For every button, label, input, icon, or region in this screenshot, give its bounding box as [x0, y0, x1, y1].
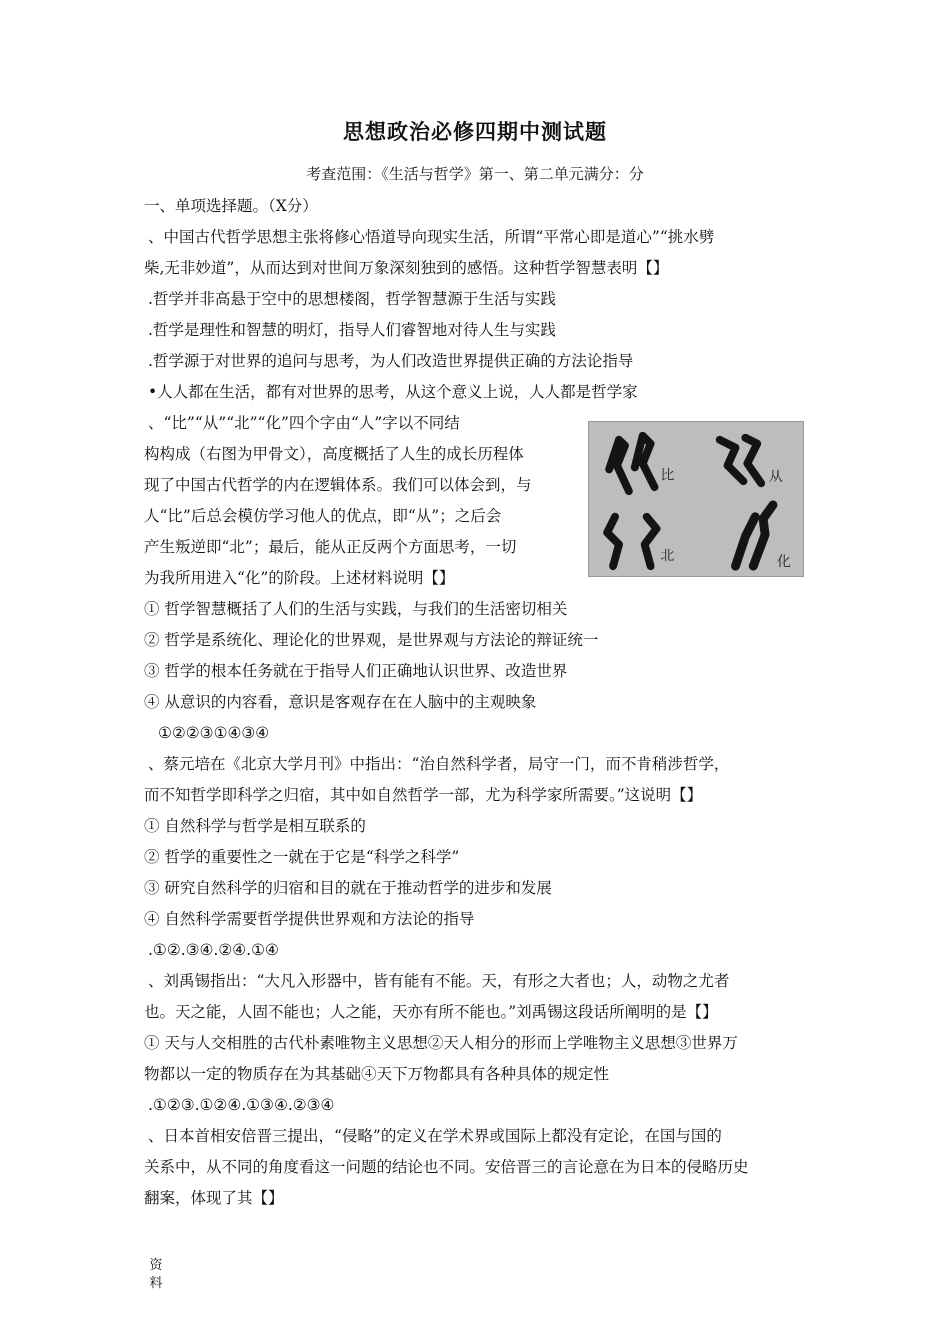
question-5-line-2: 关系中，从不同的角度看这一问题的结论也不同。安倍晋三的言论意在为日本的侵略历史 — [144, 1158, 749, 1176]
section-heading: 一、单项选择题。（X分） — [144, 197, 318, 215]
question-2-line-3: 现了中国古代哲学的内在逻辑体系。我们可以体会到，与 — [144, 476, 532, 494]
question-2-line-2: 构构成（右图为甲骨文），高度概括了人生的成长历程体 — [144, 445, 524, 463]
question-2-item-3: ③ 哲学的根本任务就在于指导人们正确地认识世界、改造世界 — [144, 662, 568, 680]
question-5-line-3: 翻案，体现了其【】 — [144, 1189, 284, 1207]
question-5-line-1: 、日本首相安倍晋三提出，“侵略”的定义在学术界或国际上都没有定论，在国与国的 — [148, 1127, 722, 1145]
footer-char-2: 料 — [149, 1276, 163, 1291]
question-2-item-4: ④ 从意识的内容看，意识是客观存在在人脑中的主观映象 — [144, 693, 537, 711]
question-1-line-1: 、中国古代哲学思想主张将修心悟道导向现实生活，所谓“平常心即是道心”“挑水劈 — [148, 228, 715, 246]
question-3-choices: .①②.③④.②④.①④ — [148, 941, 279, 959]
question-2-line-5: 产生叛逆即“北”；最后，能从正反两个方面思考，一切 — [144, 538, 517, 556]
question-1-line-2: 柴,无非妙道”，从而达到对世间万象深刻独到的感悟。这种哲学智慧表明【】 — [144, 259, 669, 277]
question-2-item-2: ② 哲学是系统化、理论化的世界观，是世界观与方法论的辩证统一 — [144, 631, 599, 649]
question-1-option-d: •人人都在生活，都有对世界的思考，从这个意义上说，人人都是哲学家 — [148, 383, 638, 401]
question-4-line-3: ① 天与人交相胜的古代朴素唯物主义思想②天人相分的形而上学唯物主义思想③世界万 — [144, 1034, 738, 1052]
label-bi: 比 — [660, 467, 675, 484]
page-footer — [148, 1257, 164, 1293]
question-4-line-1: 、刘禹锡指出：“大凡入形器中，皆有能有不能。天，有形之大者也；人，动物之尤者 — [148, 972, 730, 990]
exam-scope: 考查范围：《生活与哲学》第一、第二单元满分：分 — [306, 165, 644, 183]
question-1-option-c: .哲学源于对世界的追问与思考，为人们改造世界提供正确的方法论指导 — [148, 352, 634, 370]
question-3-line-2: 而不知哲学即科学之归宿，其中如自然哲学一部，尤为科学家所需要。”这说明【】 — [144, 786, 703, 804]
question-2-line-1: 、“比”“从”“北”“化”四个字由“人”字以不同结 — [148, 414, 460, 432]
question-3-item-3: ③ 研究自然科学的归宿和目的就在于推动哲学的进步和发展 — [144, 879, 552, 897]
question-3-line-1: 、蔡元培在《北京大学月刊》中指出：“治自然科学者，局守一门，而不肯稍涉哲学， — [148, 755, 730, 773]
question-4-line-2: 也。天之能，人固不能也；人之能，天亦有所不能也。”刘禹锡这段话所阐明的是【】 — [144, 1003, 718, 1021]
question-2-item-1: ① 哲学智慧概括了人们的生活与实践，与我们的生活密切相关 — [144, 600, 568, 618]
oracle-bone-figure — [588, 421, 804, 577]
question-2-line-4: 人“比”后总会模仿学习他人的优点，即“从”；之后会 — [144, 507, 502, 525]
oracle-bone-characters — [589, 422, 803, 576]
question-1-option-b: .哲学是理性和智慧的明灯，指导人们睿智地对待人生与实践 — [148, 321, 556, 339]
question-2-choices: ①②②③①④③④ — [158, 724, 270, 742]
question-4-line-4: 物都以一定的物质存在为其基础④天下万物都具有各种具体的规定性 — [144, 1065, 610, 1083]
label-bei: 北 — [660, 548, 675, 565]
question-3-item-1: ① 自然科学与哲学是相互联系的 — [144, 817, 366, 835]
label-cong: 从 — [769, 469, 783, 486]
question-3-item-4: ④ 自然科学需要哲学提供世界观和方法论的指导 — [144, 910, 475, 928]
question-1-option-a: .哲学并非高悬于空中的思想楼阁，哲学智慧源于生活与实践 — [148, 290, 556, 308]
page-title: 思想政治必修四期中测试题 — [343, 119, 607, 144]
question-2-line-6: 为我所用进入“化”的阶段。上述材料说明【】 — [144, 569, 455, 587]
question-3-item-2: ② 哲学的重要性之一就在于它是“科学之科学” — [144, 848, 460, 866]
question-4-choices: .①②③.①②④.①③④.②③④ — [148, 1096, 335, 1114]
label-hua: 化 — [776, 554, 791, 571]
footer-char-1: 资 — [149, 1258, 163, 1273]
